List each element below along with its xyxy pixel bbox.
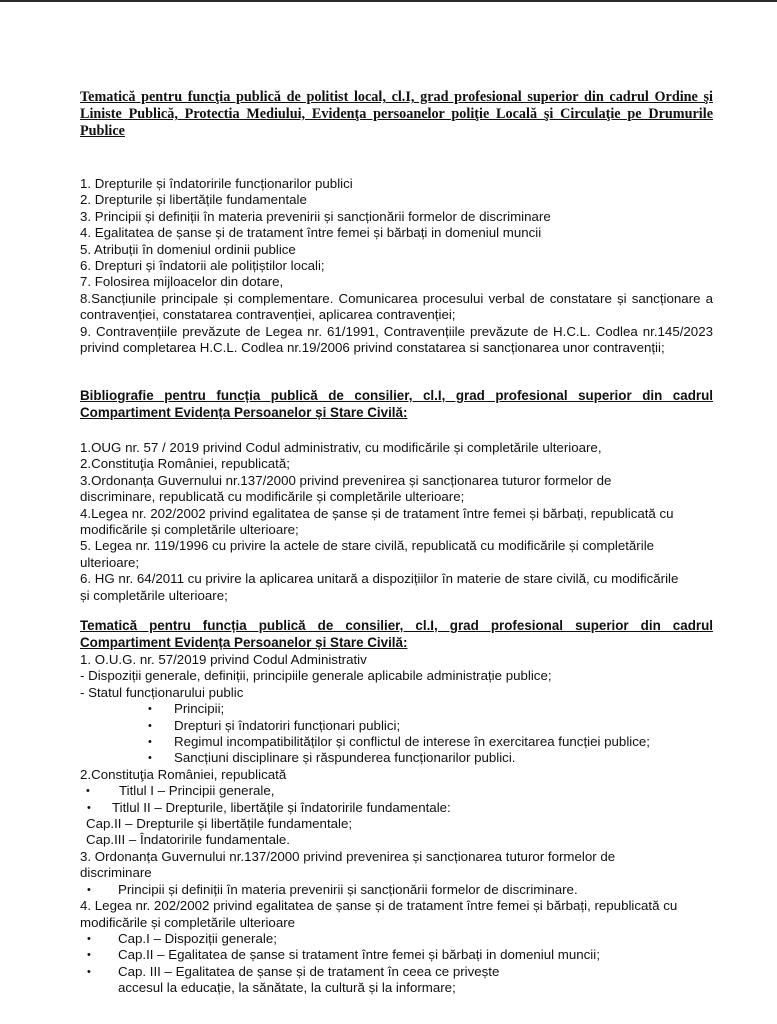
bullet-item: • Titlul I – Principii generale,	[86, 783, 275, 799]
bullet-item: • Sancțiuni disciplinare și răspunderea funcționarilor publici.	[148, 750, 516, 766]
section2-title: Bibliografie pentru funcția publică de consilier, cl.I, grad profesional superior din cadrul Compartiment Evidența Persoanelor și Stare Civilă:	[80, 388, 713, 420]
bullet-icon: •	[148, 736, 152, 749]
bullet-item: • Cap.I – Dispoziții generale;	[87, 930, 277, 946]
list-item: 3.Ordonanța Guvernului nr.137/2000 privind prevenirea și sancționarea tuturor formelor de discriminare, republicată cu modificările și completările ulterioare;	[80, 472, 612, 505]
constitutie-cap: Cap.III – Îndatoririle fundamentale.	[86, 832, 291, 848]
bullet-icon: •	[87, 883, 91, 896]
list-item: 5. Legea nr. 119/1996 cu privire la actele de stare civilă, republicată cu modificările și completările ulterioare;	[80, 538, 655, 570]
list-item: 6. Drepturi și îndatorii ale polițiștilor locali;	[80, 258, 325, 274]
bullet-item: • Cap. III – Egalitatea de șanse și de tratament în ceea ce privește accesul la educație, la sănătate, la cultură și la informare;	[87, 963, 500, 996]
bullet-icon: •	[87, 801, 91, 814]
bullet-item: • Drepturi și îndatoriri funcționari publici;	[148, 717, 401, 733]
constitutie-label: 2.Constituţia României, republicată	[80, 766, 287, 782]
section3-content	[80, 652, 720, 997]
bullet-icon: •	[87, 932, 91, 945]
list-item: 6. HG nr. 64/2011 cu privire la aplicarea unitară a dispozițiilor în materie de stare civilă, cu modificările și completările ulterioare;	[80, 571, 679, 603]
list-item: 2. Drepturile și libertățile fundamentale	[80, 192, 307, 208]
list-item: 3. Principii și definiții în materia prevenirii și sancționării formelor de discriminare	[80, 208, 551, 224]
section1-title: Tematică pentru funcţia publică de politist local, cl.I, grad profesional superior din cadrul Ordine şi Liniste Publică, Protectia Mediului, Evidenţa persoanelor poliţie Locală şi Circulaţie pe Drumurile Publice	[80, 89, 713, 139]
bullet-icon: •	[87, 965, 91, 978]
og137-label: 3. Ordonanța Guvernului nr.137/2000 privind prevenirea și sancționarea tuturor formelor de discriminare	[80, 848, 616, 881]
bullet-item: • Titlul II – Drepturile, libertățile și îndatoririle fundamentale:	[87, 799, 451, 815]
list-item: 9. Contravențiile prevăzute de Legea nr. 61/1991, Contravențiile prevăzute de H.C.L. Codlea nr.145/2023 privind completarea H.C.L. Codlea nr.19/2006 privind constatarea si sancționarea unor contravenții;	[80, 323, 713, 356]
bullet-icon: •	[148, 719, 152, 732]
list-item: 7. Folosirea mijloacelor din dotare,	[80, 274, 284, 290]
section2-list	[80, 440, 680, 604]
oug-sub-statut: - Statul funcționarului public	[80, 684, 244, 700]
list-item: 2.Constituţia României, republicată;	[80, 456, 290, 472]
section1-list	[80, 176, 713, 356]
list-item: 8.Sancțiunile principale și complementare. Comunicarea procesului verbal de constatare și sancționare a contravenției, constatarea contravenției, aplicarea contravenției;	[80, 290, 713, 323]
bullet-item: • Principii;	[148, 701, 225, 717]
bullet-item: • Principii și definiții în materia prevenirii și sancționării formelor de discriminare.	[87, 881, 578, 897]
bullet-item: • Regimul incompatibilităților și conflictul de interese în exercitarea funcției publice;	[148, 734, 650, 750]
bullet-icon: •	[86, 785, 90, 798]
oug-label: 1. O.U.G. nr. 57/2019 privind Codul Administrativ	[80, 652, 367, 667]
bullet-icon: •	[87, 949, 91, 962]
bullet-icon: •	[148, 752, 152, 765]
list-item: 1.OUG nr. 57 / 2019 privind Codul administrativ, cu modificările și completările ulterioare,	[80, 440, 602, 455]
oug-sub-general: - Dispoziții generale, definiții, principiile generale aplicabile administrație publice;	[80, 668, 552, 684]
section3-title: Tematică pentru funcția publică de consilier, cl.I, grad profesional superior din cadrul Compartiment Evidența Persoanelor și Stare Civilă:	[80, 618, 713, 650]
list-item: 5. Atribuții în domeniul ordinii publice	[80, 241, 296, 257]
bullet-item: • Cap.II – Egalitatea de șanse si tratament între femei și bărbați in domeniul muncii;	[87, 947, 600, 963]
lege202-label: 4. Legea nr. 202/2002 privind egalitatea de șanse și de tratament între femei și bărbați, republicată cu modificările și completările ulterioare	[80, 898, 678, 930]
list-item: 1. Drepturile și îndatoririle funcționarilor publici	[80, 176, 353, 191]
list-item: 4.Legea nr. 202/2002 privind egalitatea de șanse și de tratament între femei și bărbați, republicată cu modificările și completările ulterioare;	[80, 505, 674, 538]
list-item: 4. Egalitatea de șanse și de tratament între femei și bărbați in domeniul muncii	[80, 225, 542, 241]
bullet-icon: •	[148, 703, 152, 716]
constitutie-cap: Cap.II – Drepturile și libertățile fundamentale;	[86, 816, 353, 832]
